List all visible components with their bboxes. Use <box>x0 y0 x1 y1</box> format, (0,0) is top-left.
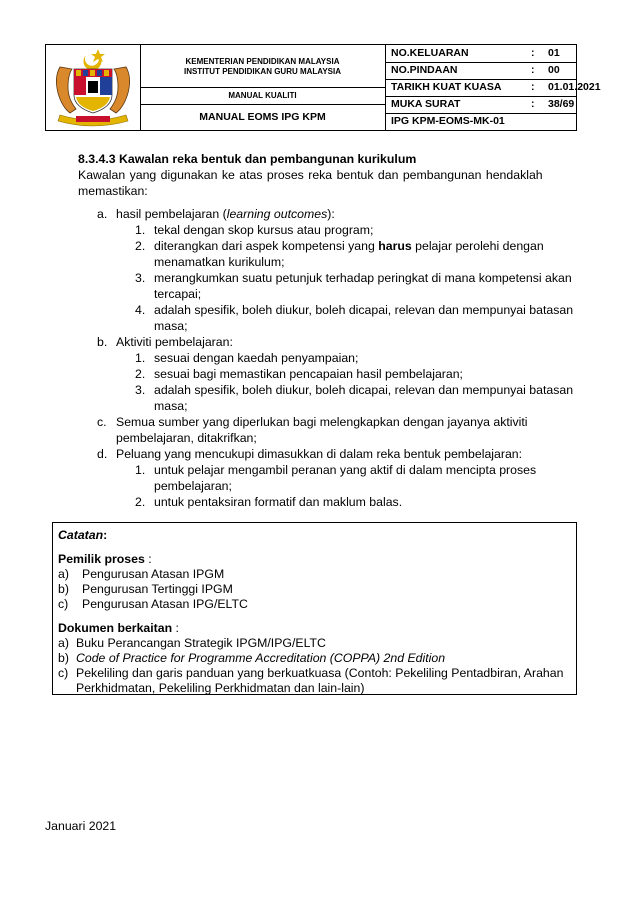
owner-b-text: Pengurusan Tertinggi IPGM <box>82 582 233 596</box>
org-line-ministry: KEMENTERIAN PENDIDIKAN MALAYSIA <box>185 57 340 66</box>
row-tarikh-kuat-kuasa: TARIKH KUAT KUASA : 01.01.2021 <box>385 79 576 97</box>
row-document-code: IPG KPM-EOMS-MK-01 <box>391 115 505 127</box>
intro-line-2: memastikan: <box>78 184 148 198</box>
item-a4-text: adalah spesifik, boleh diukur, boleh dicapai, relevan dan mempunyai batasan <box>154 303 574 317</box>
related-documents-label: Dokumen berkaitan : <box>58 621 179 635</box>
owner-c-marker: c) <box>58 597 69 611</box>
item-b1-number: 1. <box>135 351 146 365</box>
footer-date: Januari 2021 <box>45 819 117 833</box>
manual-title: MANUAL EOMS IPG KPM <box>199 111 326 123</box>
doc-b-text: Code of Practice for Programme Accreditation (COPPA) 2nd Edition <box>76 651 446 665</box>
owner-a-marker: a) <box>58 567 69 581</box>
row-muka-surat: MUKA SURAT : 38/69 <box>385 96 576 114</box>
item-d1-number: 1. <box>135 463 146 477</box>
item-d-text: Peluang yang mencukupi dimasukkan di dalam reka bentuk pembelajaran: <box>116 447 523 461</box>
process-owners-label: Pemilik proses : <box>58 552 152 566</box>
owner-b-marker: b) <box>58 582 69 596</box>
item-c-marker: c. <box>97 415 107 429</box>
item-a-marker: a. <box>97 207 108 221</box>
owner-a-text: Pengurusan Atasan IPGM <box>82 567 225 581</box>
owner-c-text: Pengurusan Atasan IPG/ELTC <box>82 597 248 611</box>
item-b3-text: adalah spesifik, boleh diukur, boleh dicapai, relevan dan mempunyai batasan <box>154 383 574 397</box>
coat-of-arms-logo <box>46 45 141 130</box>
item-d-marker: d. <box>97 447 108 461</box>
item-d1-continuation: pembelajaran; <box>154 479 232 493</box>
notes-box <box>52 522 577 695</box>
item-d2-number: 2. <box>135 495 146 509</box>
row-no-keluaran: NO.KELUARAN : 01 <box>385 45 576 63</box>
section-heading: 8.3.4.3 Kawalan reka bentuk dan pembangunan kurikulum <box>78 152 417 166</box>
item-a4-number: 4. <box>135 303 146 317</box>
item-a3-text: merangkumkan suatu petunjuk terhadap peringkat di mana kompetensi akan <box>154 271 572 285</box>
item-b-text: Aktiviti pembelajaran: <box>116 335 233 349</box>
item-a2-text: diterangkan dari aspek kompetensi yang harus pelajar perolehi dengan <box>154 239 544 253</box>
row-no-pindaan: NO.PINDAAN : 00 <box>385 62 576 80</box>
item-c-continuation: pembelajaran, ditakrifkan; <box>116 431 257 445</box>
organization-names <box>140 45 385 88</box>
org-line-institute: INSTITUT PENDIDIKAN GURU MALAYSIA <box>183 67 342 76</box>
item-b3-continuation: masa; <box>154 399 188 413</box>
doc-c-marker: c) <box>58 666 69 680</box>
manual-kualiti-label: MANUAL KUALITI <box>140 88 385 105</box>
item-b1-text: sesuai dengan kaedah penyampaian; <box>154 351 359 365</box>
doc-a-text: Buku Perancangan Strategik IPGM/IPG/ELTC <box>76 636 326 650</box>
item-b2-text: sesuai bagi memastikan pencapaian hasil pembelajaran; <box>154 367 463 381</box>
intro-line-1: Kawalan yang digunakan ke atas proses reka bentuk dan pembangunan hendaklah <box>78 168 543 182</box>
item-a2-continuation: menamatkan kurikulum; <box>154 255 285 269</box>
document-control-table <box>385 45 601 130</box>
item-b-marker: b. <box>97 335 108 349</box>
item-c-text: Semua sumber yang diperlukan bagi melengkapkan dengan jayanya aktiviti <box>116 415 528 429</box>
item-d1-text: untuk pelajar mengambil peranan yang aktif di dalam mencipta proses <box>154 463 537 477</box>
doc-b-marker: b) <box>58 651 69 665</box>
item-a4-continuation: masa; <box>154 319 188 333</box>
header-title-block <box>140 45 386 130</box>
item-a-text: hasil pembelajaran (learning outcomes): <box>116 207 335 221</box>
item-a2-number: 2. <box>135 239 146 253</box>
doc-c-continuation: Perkhidmatan, Pekeliling Perkhidmatan dan lain-lain) <box>76 681 365 695</box>
item-a3-number: 3. <box>135 271 146 285</box>
item-a1-number: 1. <box>135 223 146 237</box>
item-a3-continuation: tercapai; <box>154 287 202 301</box>
item-b2-number: 2. <box>135 367 146 381</box>
doc-c-text: Pekeliling dan garis panduan yang berkuatkuasa (Contoh: Pekeliling Pentadbiran, Arahan <box>76 666 564 680</box>
item-a1-text: tekal dengan skop kursus atau program; <box>154 223 374 237</box>
item-d2-text: untuk pentaksiran formatif dan maklum balas. <box>154 495 403 509</box>
item-b3-number: 3. <box>135 383 146 397</box>
document-header <box>45 44 601 131</box>
notes-title: Catatan: <box>58 528 108 542</box>
doc-a-marker: a) <box>58 636 69 650</box>
